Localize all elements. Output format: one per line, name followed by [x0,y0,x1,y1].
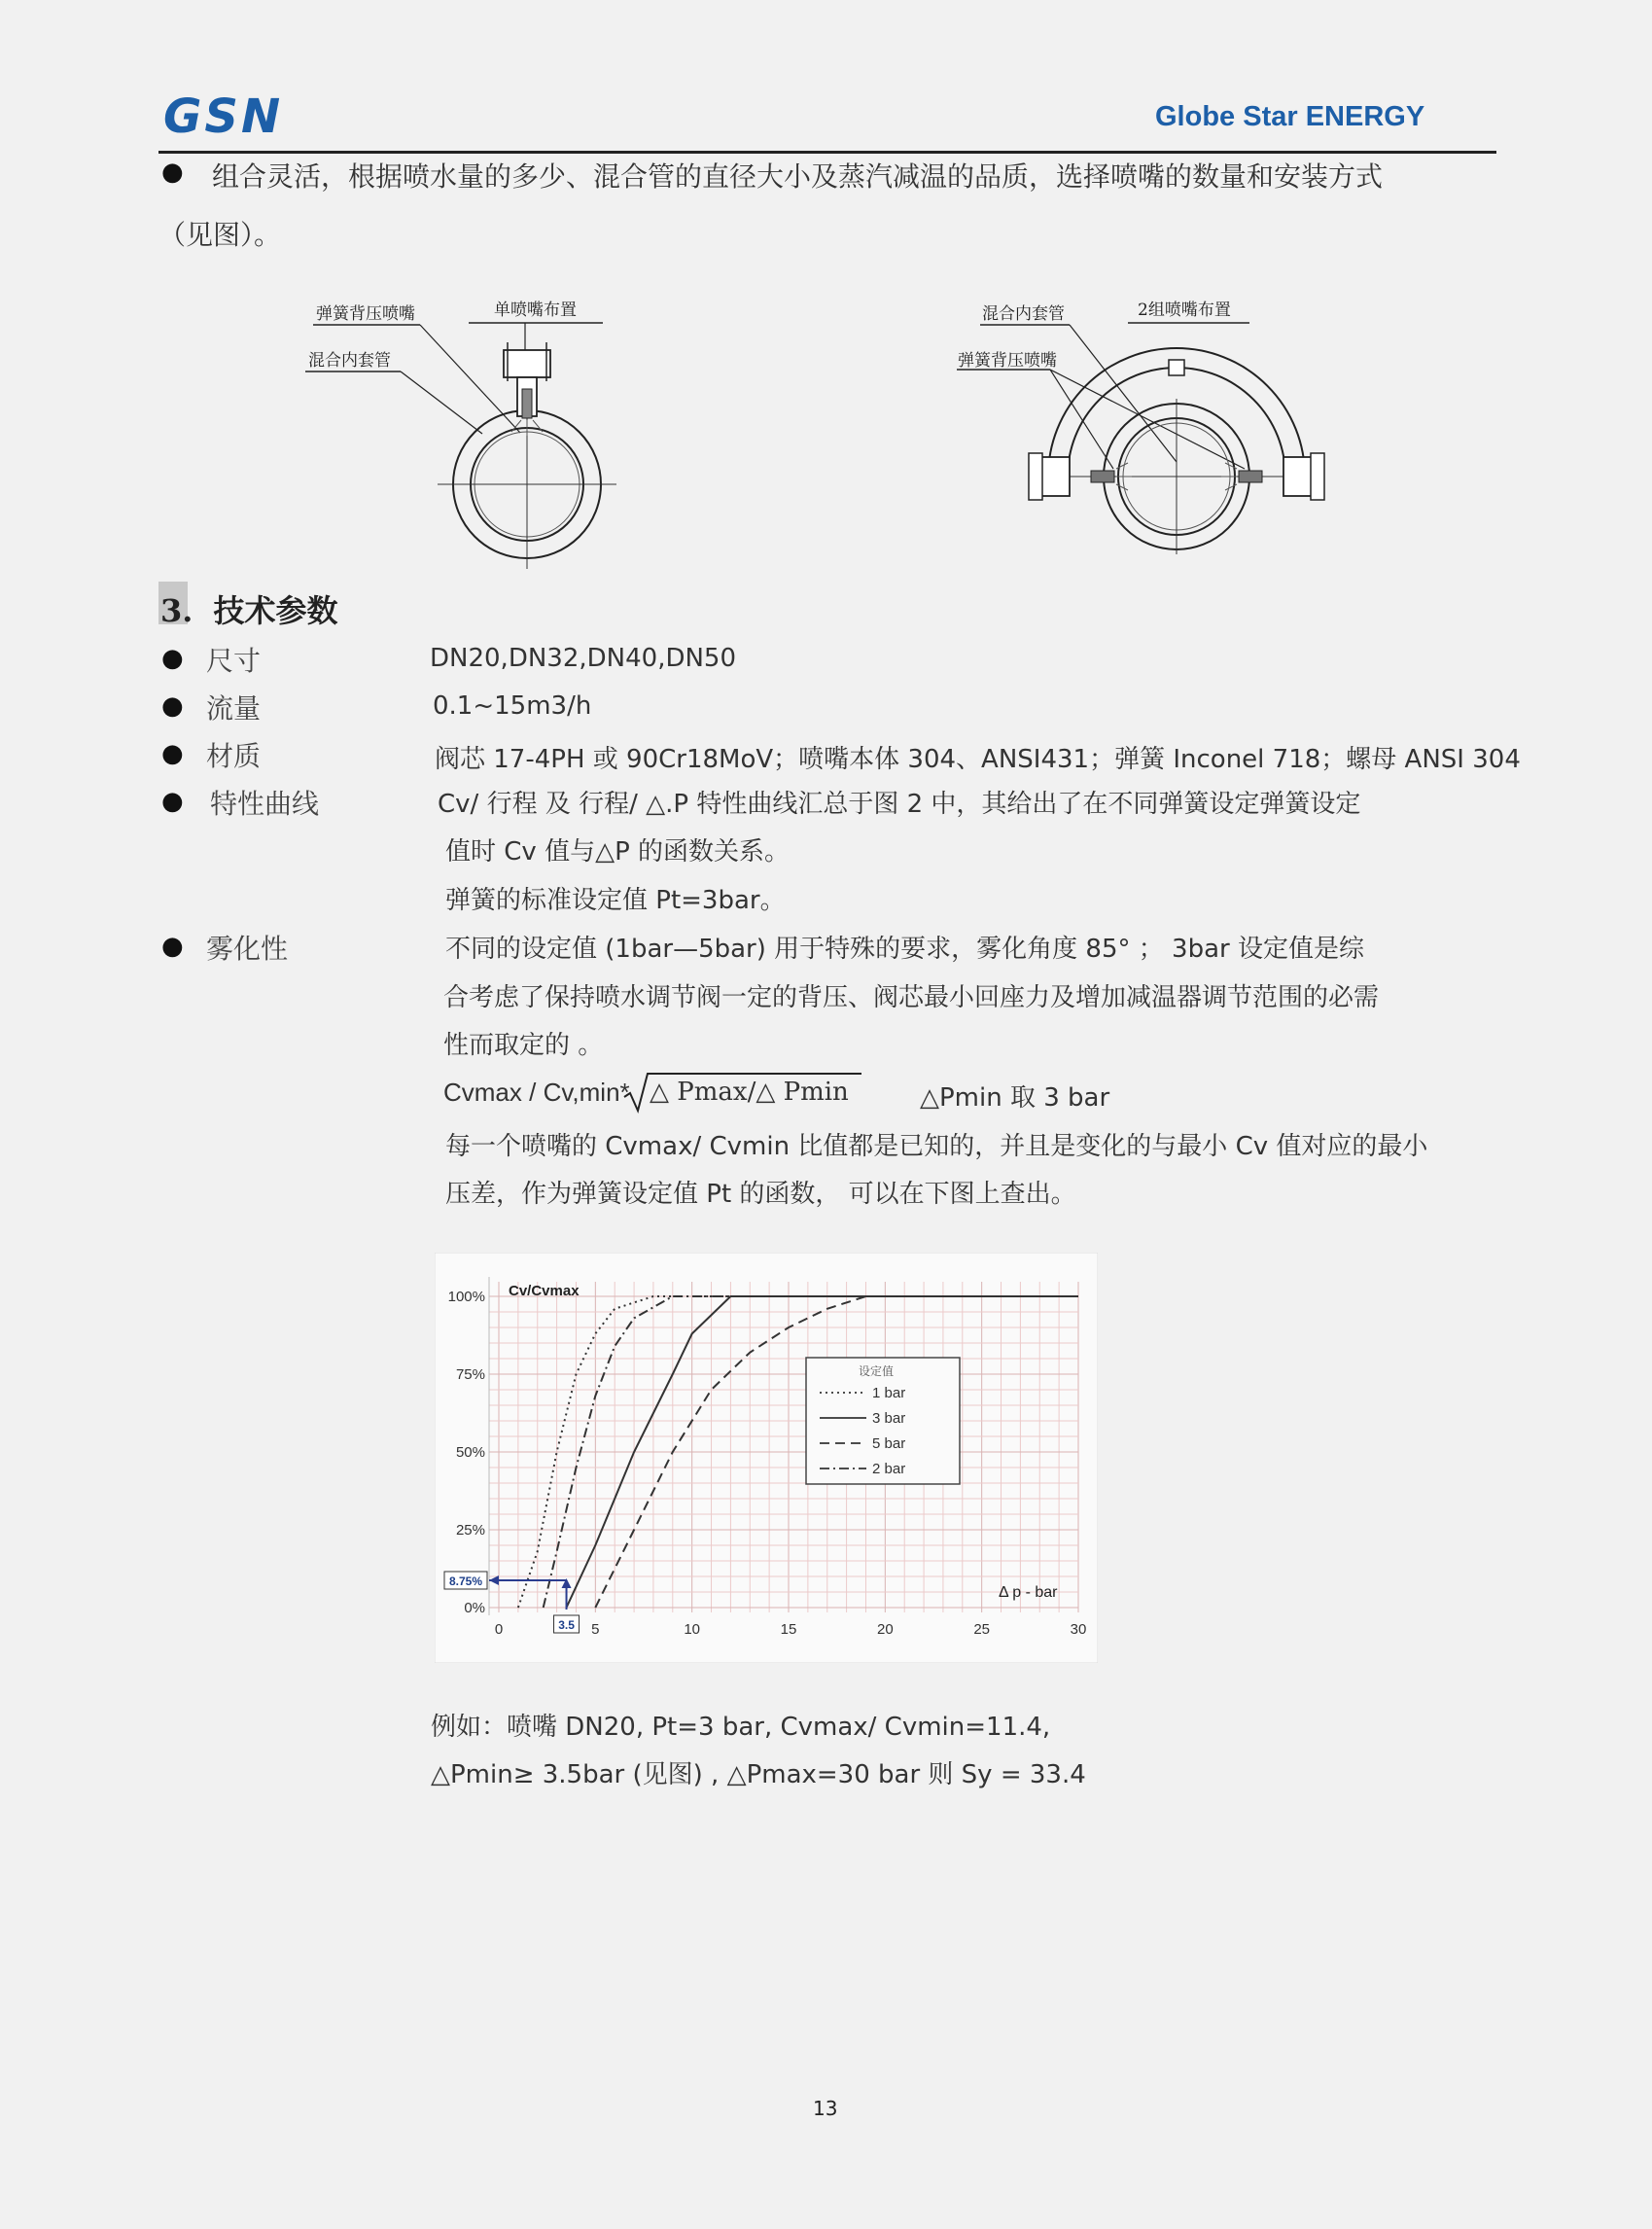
bullet-icon: ● [161,158,184,187]
x-tick-label: 0 [494,1621,504,1638]
param-value-material: 阀芯 17-4PH 或 90Cr18MoV；喷嘴本体 304、ANSI431；弹簧 Inconel 718；螺母 ANSI 304 [435,745,1521,774]
para-line-1: 每一个喷嘴的 Cvmax/ Cvmin 比值都是已知的，并且是变化的与最小 Cv 值对应的最小 [445,1132,1428,1161]
example-line-2: △Pmin≥ 3.5bar (见图) , △Pmax=30 bar 则 Sy = 33.4 [431,1760,1086,1789]
chart-legend [806,1358,960,1484]
right-label-double-nozzle: 2组喷嘴布置 [1138,301,1231,320]
formula-radicand: △ Pmax/△ Pmin [650,1078,849,1107]
legend-entry: 5 bar [872,1435,906,1452]
legend-entry: 1 bar [872,1385,906,1401]
x-tick-label: 30 [1070,1621,1087,1638]
header-divider [158,151,1496,154]
example-line-1: 例如：喷嘴 DN20, Pt=3 bar, Cvmax/ Cvmin=11.4, [431,1713,1051,1742]
param-label-material: 材质 [206,740,262,772]
chart-background [435,1253,1098,1663]
page-number: 13 [813,2097,838,2120]
legend-entry: 3 bar [872,1410,906,1427]
single-nozzle-diagram [292,311,622,574]
formula-rhs: △Pmin 取 3 bar [920,1083,1110,1113]
chart-xlabel: Δ p - bar [999,1584,1058,1601]
param-curve-line-2: 值时 Cv 值与△P 的函数关系。 [445,837,791,867]
bullet-icon: ● [161,644,184,673]
section-number: 3. [160,592,193,629]
x-tick-label: 10 [684,1621,701,1638]
cv-characteristic-chart [435,1253,1098,1663]
y-marker-label: 8.75% [448,1574,483,1588]
param-atomize-line-3: 性而取定的 。 [443,1031,604,1060]
param-value-flow: 0.1~15m3/h [433,691,592,721]
right-label-mix-tube: 混合内套管 [982,304,1065,324]
x-marker-label: 3.5 [558,1618,575,1632]
param-atomize-line-1: 不同的设定值 (1bar—5bar) 用于特殊的要求，雾化角度 85° ； 3bar 设定值是综 [445,935,1364,964]
chart-ylabel: Cv/Cvmax [509,1283,580,1299]
param-curve-line-1: Cv/ 行程 及 行程/ △.P 特性曲线汇总于图 2 中，其给出了在不同弹簧设定弹簧设定 [438,790,1361,819]
x-tick-label: 5 [591,1621,600,1638]
bullet-icon: ● [161,787,184,816]
y-tick-label: 0% [464,1600,485,1616]
param-curve-line-3: 弹簧的标准设定值 Pt=3bar。 [445,886,786,915]
x-tick-label: 25 [973,1621,991,1638]
legend-entry: 2 bar [872,1461,906,1477]
y-tick-label: 100% [447,1289,485,1305]
double-nozzle-diagram [943,311,1352,564]
y-tick-label: 75% [455,1366,485,1383]
param-value-size: DN20,DN32,DN40,DN50 [430,644,737,673]
intro-line-1: 组合灵活，根据喷水量的多少、混合管的直径大小及蒸汽减温的品质，选择喷嘴的数量和安装方式 [212,160,1384,193]
param-atomize-line-2: 合考虑了保持喷水调节阀一定的背压、阀芯最小回座力及增加减温器调节范围的必需 [443,983,1380,1012]
section-heading [160,586,338,631]
legend-title: 设定值 [859,1364,895,1378]
x-tick-label: 15 [780,1621,797,1638]
intro-line-2: （见图）。 [158,219,282,251]
bullet-icon: ● [161,691,184,721]
gsn-logo: GSN [163,89,284,144]
param-label-size: 尺寸 [206,645,262,677]
bullet-icon: ● [161,739,184,768]
right-label-spring-nozzle: 弹簧背压喷嘴 [958,351,1057,371]
para-line-2: 压差，作为弹簧设定值 Pt 的函数， 可以在下图上查出。 [445,1180,1076,1209]
param-label-atomize: 雾化性 [206,933,289,965]
x-tick-label: 20 [876,1621,894,1638]
y-tick-label: 50% [455,1444,485,1461]
section-title: 技术参数 [213,592,338,629]
param-label-flow: 流量 [206,692,262,725]
param-label-curve: 特性曲线 [210,788,320,820]
nozzle-flange [504,350,550,377]
left-label-spring-nozzle: 弹簧背压喷嘴 [316,304,415,324]
brand-name: Globe Star ENERGY [1155,101,1425,132]
y-tick-label: 25% [455,1522,485,1539]
left-label-single-nozzle: 单喷嘴布置 [494,301,577,320]
formula-lhs: Cvmax / Cv,min* [443,1078,630,1107]
left-label-mix-tube: 混合内套管 [308,351,391,371]
bullet-icon: ● [161,932,184,961]
